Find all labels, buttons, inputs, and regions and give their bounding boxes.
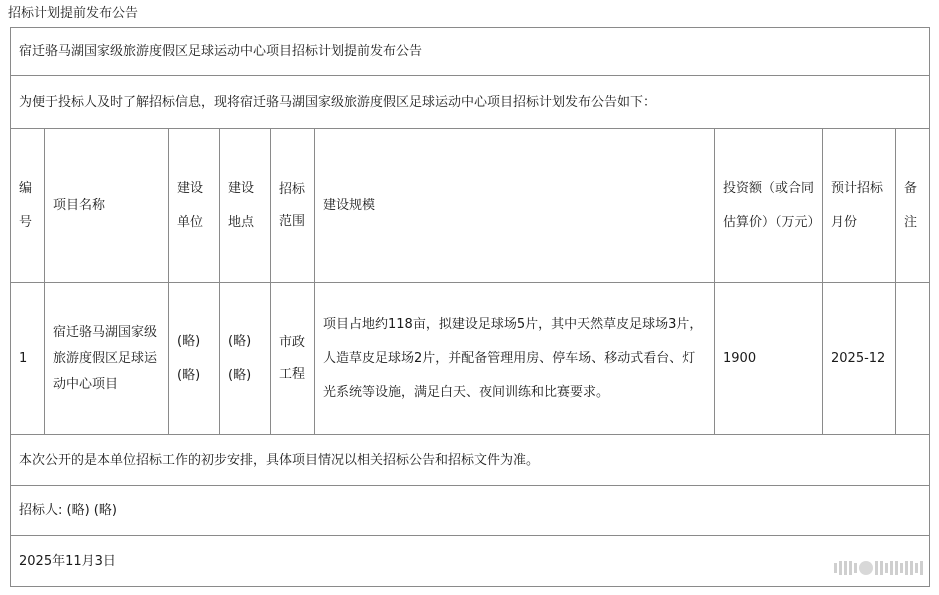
header-construction-scale: 建设规模 — [315, 129, 715, 283]
row-remark — [896, 283, 930, 435]
row-construction-scale: 项目占地约118亩，拟建设足球场5片，其中天然草皮足球场3片，人造草皮足球场2片，并配备管理用房、停车场、移动式看台、灯光系统等设施，满足白天、夜间训练和比赛要求。 — [315, 283, 715, 435]
header-construction-unit: 建设单位 — [169, 129, 220, 283]
tenderer-cell: 招标人: (略) (略) — [11, 486, 930, 536]
row-project-name: 宿迁骆马湖国家级旅游度假区足球运动中心项目 — [45, 283, 169, 435]
title-cell: 宿迁骆马湖国家级旅游度假区足球运动中心项目招标计划提前发布公告 — [11, 28, 930, 76]
header-tender-month: 预计招标月份 — [823, 129, 896, 283]
date-cell: 2025年11月3日 — [11, 536, 930, 587]
row-investment: 1900 — [715, 283, 823, 435]
page-header: 招标计划提前发布公告 — [8, 6, 139, 21]
note-cell: 本次公开的是本单位招标工作的初步安排，具体项目情况以相关招标公告和招标文件为准。 — [11, 435, 930, 486]
row-tender-scope: 市政工程 — [271, 283, 315, 435]
watermark-bars — [834, 558, 923, 578]
row-construction-unit: (略)(略) — [169, 283, 220, 435]
header-tender-scope: 招标范围 — [271, 129, 315, 283]
row-number: 1 — [11, 283, 45, 435]
header-investment: 投资额（或合同估算价）（万元） — [715, 129, 823, 283]
header-project-name: 项目名称 — [45, 129, 169, 283]
intro-cell: 为便于投标人及时了解招标信息，现将宿迁骆马湖国家级旅游度假区足球运动中心项目招标计划发布公告如下： — [11, 76, 930, 129]
header-number: 编号 — [11, 129, 45, 283]
row-construction-location: (略)(略) — [220, 283, 271, 435]
table-header-row — [11, 129, 930, 283]
header-construction-location: 建设地点 — [220, 129, 271, 283]
header-remark: 备注 — [896, 129, 930, 283]
notice-table — [10, 27, 930, 587]
table-row — [11, 283, 930, 435]
row-tender-month: 2025-12 — [823, 283, 896, 435]
